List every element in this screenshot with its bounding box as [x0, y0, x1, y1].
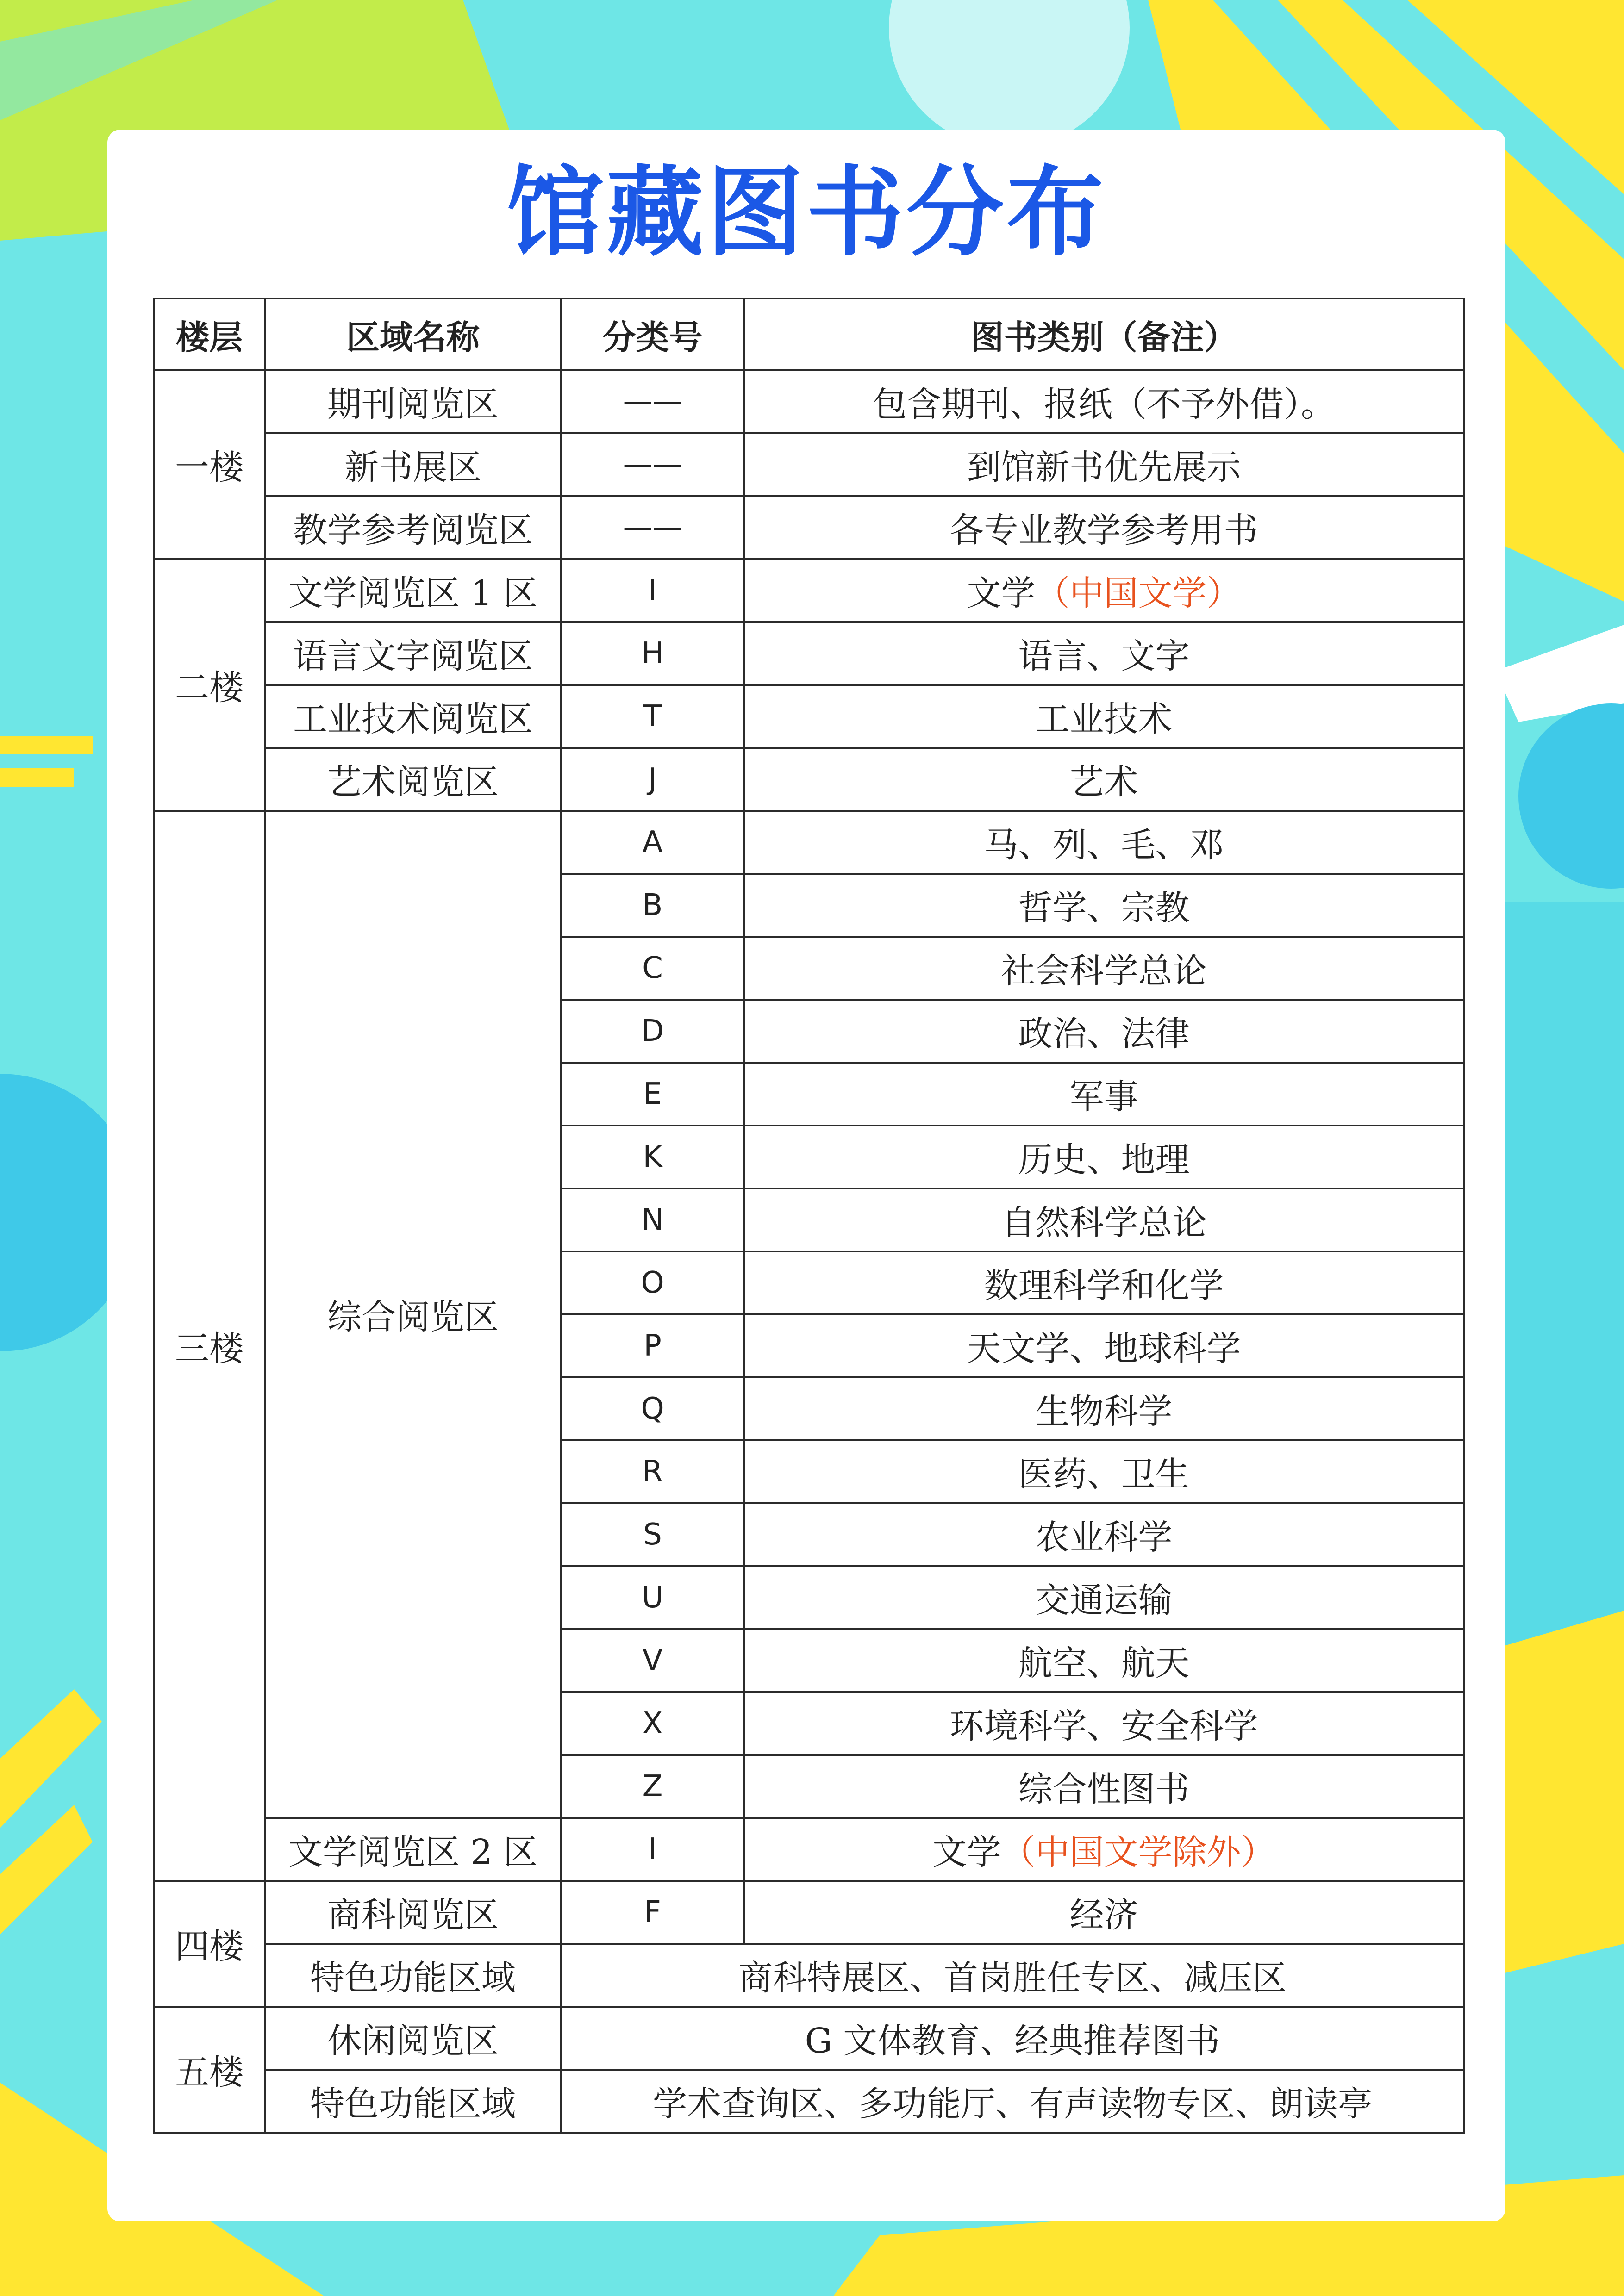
- code-cell: H: [561, 622, 744, 685]
- code-cell: J: [561, 748, 744, 811]
- category-cell: 语言、文字: [744, 622, 1464, 685]
- code-cell: R: [561, 1440, 744, 1503]
- area-cell: 休闲阅览区: [265, 2007, 561, 2070]
- table-header-row: [154, 299, 1464, 370]
- category-cell: 经济: [744, 1881, 1464, 1944]
- category-cell: 数理科学和化学: [744, 1251, 1464, 1314]
- code-cell: N: [561, 1188, 744, 1251]
- table-row: [154, 622, 1464, 685]
- table-row: [154, 496, 1464, 559]
- table-row: [154, 559, 1464, 622]
- header-category: 图书类别（备注）: [744, 299, 1464, 370]
- table-row: [154, 1944, 1464, 2007]
- code-cell: ——: [561, 496, 744, 559]
- code-cell: ——: [561, 370, 744, 433]
- category-cell: 历史、地理: [744, 1126, 1464, 1188]
- code-cell: F: [561, 1881, 744, 1944]
- code-cell: X: [561, 1692, 744, 1755]
- floor-cell: 二楼: [154, 559, 265, 811]
- category-cell: 学术查询区、多功能厅、有声读物专区、朗读亭: [561, 2070, 1464, 2133]
- category-cell: 社会科学总论: [744, 937, 1464, 1000]
- category-cell: 工业技术: [744, 685, 1464, 748]
- category-cell: [744, 559, 1464, 622]
- table-row: [154, 748, 1464, 811]
- page-title: 馆藏图书分布: [506, 156, 1106, 269]
- table-row: [154, 1818, 1464, 1881]
- category-cell: [744, 1818, 1464, 1881]
- code-cell: ——: [561, 433, 744, 496]
- code-cell: E: [561, 1063, 744, 1126]
- category-cell: 艺术: [744, 748, 1464, 811]
- collection-table: [153, 298, 1465, 2134]
- area-cell: 特色功能区域: [265, 2070, 561, 2133]
- category-text: 文学: [932, 1832, 1001, 1872]
- category-cell: 军事: [744, 1063, 1464, 1126]
- category-cell: 农业科学: [744, 1503, 1464, 1566]
- table-row: [154, 433, 1464, 496]
- area-cell: 工业技术阅览区: [265, 685, 561, 748]
- category-cell: 包含期刊、报纸（不予外借）。: [744, 370, 1464, 433]
- code-cell: D: [561, 1000, 744, 1063]
- category-cell: 自然科学总论: [744, 1188, 1464, 1251]
- code-cell: P: [561, 1314, 744, 1377]
- category-cell: 马、列、毛、邓: [744, 811, 1464, 874]
- code-cell: K: [561, 1126, 744, 1188]
- category-cell: 各专业教学参考用书: [744, 496, 1464, 559]
- category-note: （中国文学）: [1035, 573, 1241, 613]
- area-cell: 艺术阅览区: [265, 748, 561, 811]
- code-cell: U: [561, 1566, 744, 1629]
- category-cell: 商科特展区、首岗胜任专区、减压区: [561, 1944, 1464, 2007]
- code-cell: Z: [561, 1755, 744, 1818]
- table-row: [154, 1881, 1464, 1944]
- area-cell: 综合阅览区: [265, 811, 561, 1818]
- category-cell: 哲学、宗教: [744, 874, 1464, 937]
- area-cell: 文学阅览区 2 区: [265, 1818, 561, 1881]
- category-cell: 航空、航天: [744, 1629, 1464, 1692]
- header-floor: 楼层: [154, 299, 265, 370]
- area-cell: 特色功能区域: [265, 1944, 561, 2007]
- area-cell: 教学参考阅览区: [265, 496, 561, 559]
- area-cell: 新书展区: [265, 433, 561, 496]
- category-cell: 天文学、地球科学: [744, 1314, 1464, 1377]
- category-cell: 到馆新书优先展示: [744, 433, 1464, 496]
- code-cell: V: [561, 1629, 744, 1692]
- code-cell: B: [561, 874, 744, 937]
- area-cell: 商科阅览区: [265, 1881, 561, 1944]
- category-note: （中国文学除外）: [1001, 1832, 1275, 1872]
- code-cell: A: [561, 811, 744, 874]
- area-cell: 文学阅览区 1 区: [265, 559, 561, 622]
- table-row: [154, 811, 1464, 874]
- table-row: [154, 685, 1464, 748]
- floor-cell: 一楼: [154, 370, 265, 559]
- code-cell: I: [561, 559, 744, 622]
- floor-cell: 五楼: [154, 2007, 265, 2133]
- area-cell: 期刊阅览区: [265, 370, 561, 433]
- header-code: 分类号: [561, 299, 744, 370]
- category-text: 文学: [967, 573, 1036, 613]
- category-cell: 环境科学、安全科学: [744, 1692, 1464, 1755]
- table-row: [154, 2007, 1464, 2070]
- category-cell: 医药、卫生: [744, 1440, 1464, 1503]
- category-cell: 政治、法律: [744, 1000, 1464, 1063]
- category-cell: G 文体教育、经典推荐图书: [561, 2007, 1464, 2070]
- code-cell: I: [561, 1818, 744, 1881]
- category-cell: 交通运输: [744, 1566, 1464, 1629]
- code-cell: S: [561, 1503, 744, 1566]
- category-cell: 综合性图书: [744, 1755, 1464, 1818]
- table-row: [154, 370, 1464, 433]
- floor-cell: 四楼: [154, 1881, 265, 2007]
- table-row: [154, 2070, 1464, 2133]
- area-cell: 语言文字阅览区: [265, 622, 561, 685]
- category-cell: 生物科学: [744, 1377, 1464, 1440]
- code-cell: T: [561, 685, 744, 748]
- code-cell: C: [561, 937, 744, 1000]
- code-cell: O: [561, 1251, 744, 1314]
- floor-cell: 三楼: [154, 811, 265, 1881]
- header-area: 区域名称: [265, 299, 561, 370]
- code-cell: Q: [561, 1377, 744, 1440]
